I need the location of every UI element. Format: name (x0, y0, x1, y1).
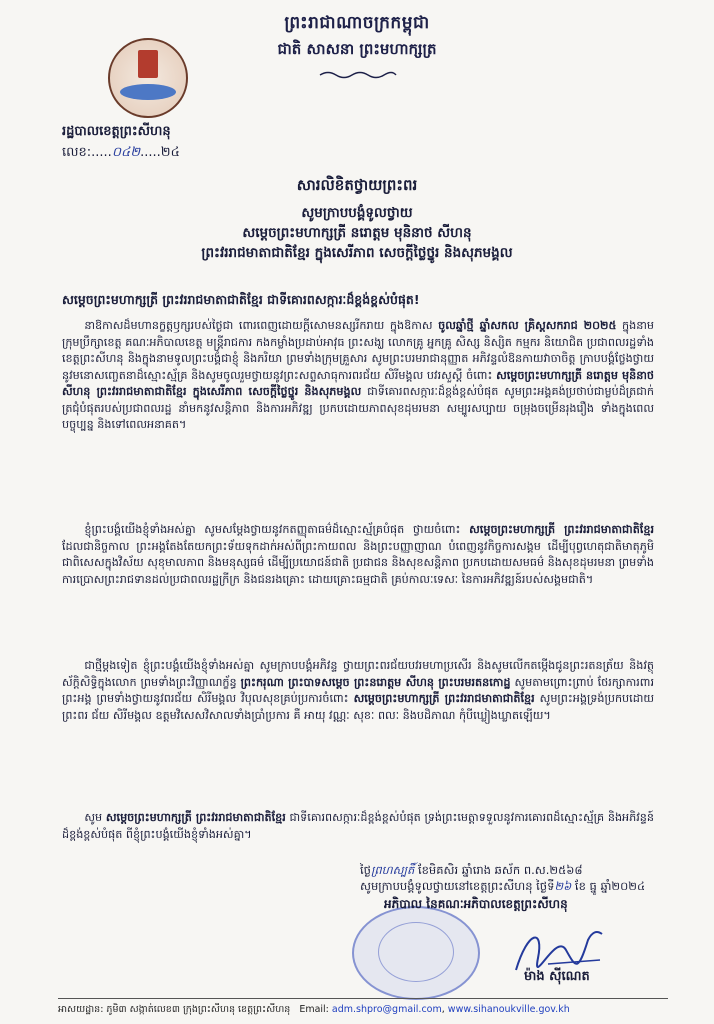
official-stamp (352, 906, 480, 1000)
sender-org: រដ្ឋបាលខេត្តព្រះសីហនុ (62, 124, 171, 139)
footer-website-link[interactable]: www.sihanoukville.gov.kh (447, 1004, 570, 1015)
signatory-name: ម៉ាង ស៊ីណេត (524, 969, 590, 984)
paragraph-2: ខ្ញុំព្រះបង្គំយើងខ្ញុំទាំងអស់គ្នា សូមសម្តែងថ្វាយនូវកតញ្ញុតាធម៌ដ៏ស្មោះស្ម័គ្របំផុត ថ្វាយចំពោះ សម្តេចព្រះមហាក្សត្រី ព្រះវររាជមាតាជាតិខ្មែរ ដែលជានិច្ចកាល ព្រះអង្គតែងតែយកព្រះទ័យទុកដាក់អស់ពីព្រះកាយពល និងព្រះបញ្ញាញាណ បំពេញនូវកិច្ចការសង្គម ដើម្បីបុព្វហេតុជាតិមាតុភូមិ ជាពិសេសក្នុងវិស័យ សុខុមាលភាព និងមនុស្សធម៌ ដើម្បីប្រយោជន៍ជាតិ ប្រជាជន និងសុខសន្តិភាព ប្រកបដោយសមធម៌ និងសុខដុមរមនា ព្រមទាំងការប្រោសព្រះរាជទានដល់ប្រជាពលរដ្ឋក្រីក្រ និងជនរងគ្រោះ ដោយគ្រោះធម្មជាតិ គ្រប់កាលៈទេសៈ នៃការអភិវឌ្ឍន៍របស់សង្គមជាតិ។ (62, 523, 654, 586)
kingdom-title: ព្រះរាជាណាចក្រកម្ពុជា (284, 13, 430, 33)
footer-address: អាសយដ្ឋាន: ភូមិ៣ សង្កាត់លេខ៣ ក្រុងព្រះសីហនុ ខេត្តព្រះសីហនុ (58, 1004, 291, 1015)
footer-email-link[interactable]: adm.shpro@gmail.com (331, 1004, 442, 1015)
reference-number: លេខ:.....០៤២.....២៤ (62, 145, 180, 160)
ornament-divider (318, 70, 398, 80)
footer: អាសយដ្ឋាន: ភូមិ៣ សង្កាត់លេខ៣ ក្រុងព្រះសីហនុ ខេត្តព្រះសីហនុ Email: adm.shpro@gmail.com, www.sihanoukville.gov.kh (58, 998, 668, 1017)
provincial-seal-logo (108, 38, 188, 118)
paragraph-4: សូម សម្តេចព្រះមហាក្សត្រី ព្រះវររាជមាតាជាតិខ្មែរ ជាទីគោរពសក្ការៈដ៏ខ្ពង់ខ្ពស់បំផុត ទ្រង់ព្រះមេត្តាទទួលនូវការគោរពដ៏ស្មោះស្ម័គ្រ និងអភិវន្ទន៍ដ៏ខ្ពង់ខ្ពស់បំផុត ពីខ្ញុំព្រះបង្គំយើងខ្ញុំទាំងអស់គ្នា។ (62, 811, 655, 841)
solar-date: សូមក្រាបបង្គំទូលថ្វាយនៅខេត្តព្រះសីហនុ ថ្ងៃទី២៦ ខែ ធ្នូ ឆ្នាំ២០២៤ (360, 879, 646, 893)
addressee-line-3: ព្រះវររាជមាតាជាតិខ្មែរ ក្នុងសេរីភាព សេចក្តីថ្លៃថ្នូរ និងសុភមង្គល (201, 245, 513, 261)
paragraph-1: នាឱកាសដ៏មហានក្ខត្តឫក្សរបស់ថ្ងៃជា ពោរពេញដោយក្តីសោមនស្សរីករាយ ក្នុងឱកាស ចូលឆ្នាំថ្មី ឆ្នាំសកល គ្រិស្តសករាជ ២០២៥ ក្នុងនាមក្រុមប្រឹក្សាខេត្ត គណៈអភិបាលខេត្ត មន្ត្រីរាជការ កងកម្លាំងប្រដាប់អាវុធ ព្រះសង្ឃ លោកគ្រូ អ្នកគ្រូ សិស្ស និស្សិត កម្មករ និយោជិត ប្រជាពលរដ្ឋទាំងខេត្តព្រះសីហនុ និងក្នុងនាមទូលព្រះបង្គំជាខ្ញុំ និងភរិយា ព្រមទាំងក្រុមគ្រួសារ សូមព្រះបរមរាជានុញ្ញាត អភិវន្ទលំឱនកាយវាចាចិត្ត ក្រាបបង្គំថ្លែងថ្វាយនូវមនោសញ្ចេតនាដ៏ស្មោះស្ម័គ្រ និងសូមចូលរួមថ្វាយនូវព្រះសព្ទសាធុការពរជ័យ សិរីមង្គល បវរសួស្តី ចំពោះ សម្តេចព្រះមហាក្សត្រី នរោត្តម មុនិនាថ សីហនុ ព្រះវររាជមាតាជាតិខ្មែរ ក្នុងសេរីភាព សេចក្តីថ្លៃថ្នូរ និងសុភមង្គល ជាទីគោរពសក្ការៈដ៏ខ្ពង់ខ្ពស់បំផុត សូមព្រះអង្គគង់ប្រថាប់ជាម្លប់ដ៏ត្រជាក់ត្រជុំបំផុតរបស់ប្រជាពលរដ្ឋ នាំមកនូវសន្តិភាព និងការអភិវឌ្ឍ ប្រកបដោយភាពសុខដុមរមនា សម្បូរសប្បាយ ចម្រុងចម្រើនរុងរឿង ទាំងក្នុងពេលបច្ចុប្បន្ន និងទៅពេលអនាគត។ (62, 319, 655, 431)
salutation: សម្តេចព្រះមហាក្សត្រី ព្រះវររាជមាតាជាតិខ្មែរ ជាទីគោរពសក្ការៈដ៏ខ្ពង់ខ្ពស់បំផុត! (62, 292, 420, 307)
addressee-line-2: សម្តេចព្រះមហាក្សត្រី នរោត្តម មុនិនាថ សីហនុ (242, 225, 472, 241)
addressee-line-1: សូមក្រាបបង្គំទូលថ្វាយ (301, 205, 413, 221)
footer-email-label: Email: (299, 1004, 329, 1015)
letter-subject: សារលិខិតថ្វាយព្រះពរ (296, 176, 418, 194)
dateline (360, 862, 645, 894)
signatory-title: អភិបាល នៃគណៈអភិបាលខេត្តព្រះសីហនុ (384, 897, 568, 911)
paragraph-3: ជាថ្មីម្តងទៀត ខ្ញុំព្រះបង្គំយើងខ្ញុំទាំងអស់គ្នា សូមក្រាបបង្គំអភិវន្ទ ថ្វាយព្រះពរជ័យបវរមហាប្រសើរ និងសូមលើកតម្កើងជូនព្រះរតនត្រ័យ និងវត្ថុស័ក្តិសិទ្ធិក្នុងលោក ព្រមទាំងព្រះវិញ្ញាណក្ខ័ន្ធ ព្រះករុណា ព្រះបាទសម្តេច ព្រះនរោត្តម សីហនុ ព្រះបរមរតនកោដ្ឋ សូមតាមព្រោះព្រាប់ ថែរក្សាការពារព្រះអង្គ ព្រមទាំងថ្វាយនូវពរជ័យ សិរីមង្គល វិបុលសុខគ្រប់ប្រការចំពោះ សម្តេចព្រះមហាក្សត្រី ព្រះវររាជមាតាជាតិខ្មែរ សូមព្រះអង្គទ្រង់ប្រកបដោយព្រះពរ ជ័យ សិរីមង្គល ឧត្តមវិសេសវិសាលទាំងប្រាំប្រការ គឺ អាយុ វណ្ណៈ សុខៈ ពលៈ និងបដិភាណ កុំបីឃ្លៀងឃ្លាតឡើយ។ (62, 659, 655, 722)
lunar-date: ថ្ងៃព្រហស្បតិ៍ ខែមិគសិរ ឆ្នាំរោង ឆស័ក ព.ស.២៥៦៨ (360, 863, 583, 877)
national-motto: ជាតិ សាសនា ព្រះមហាក្សត្រ (277, 40, 437, 58)
